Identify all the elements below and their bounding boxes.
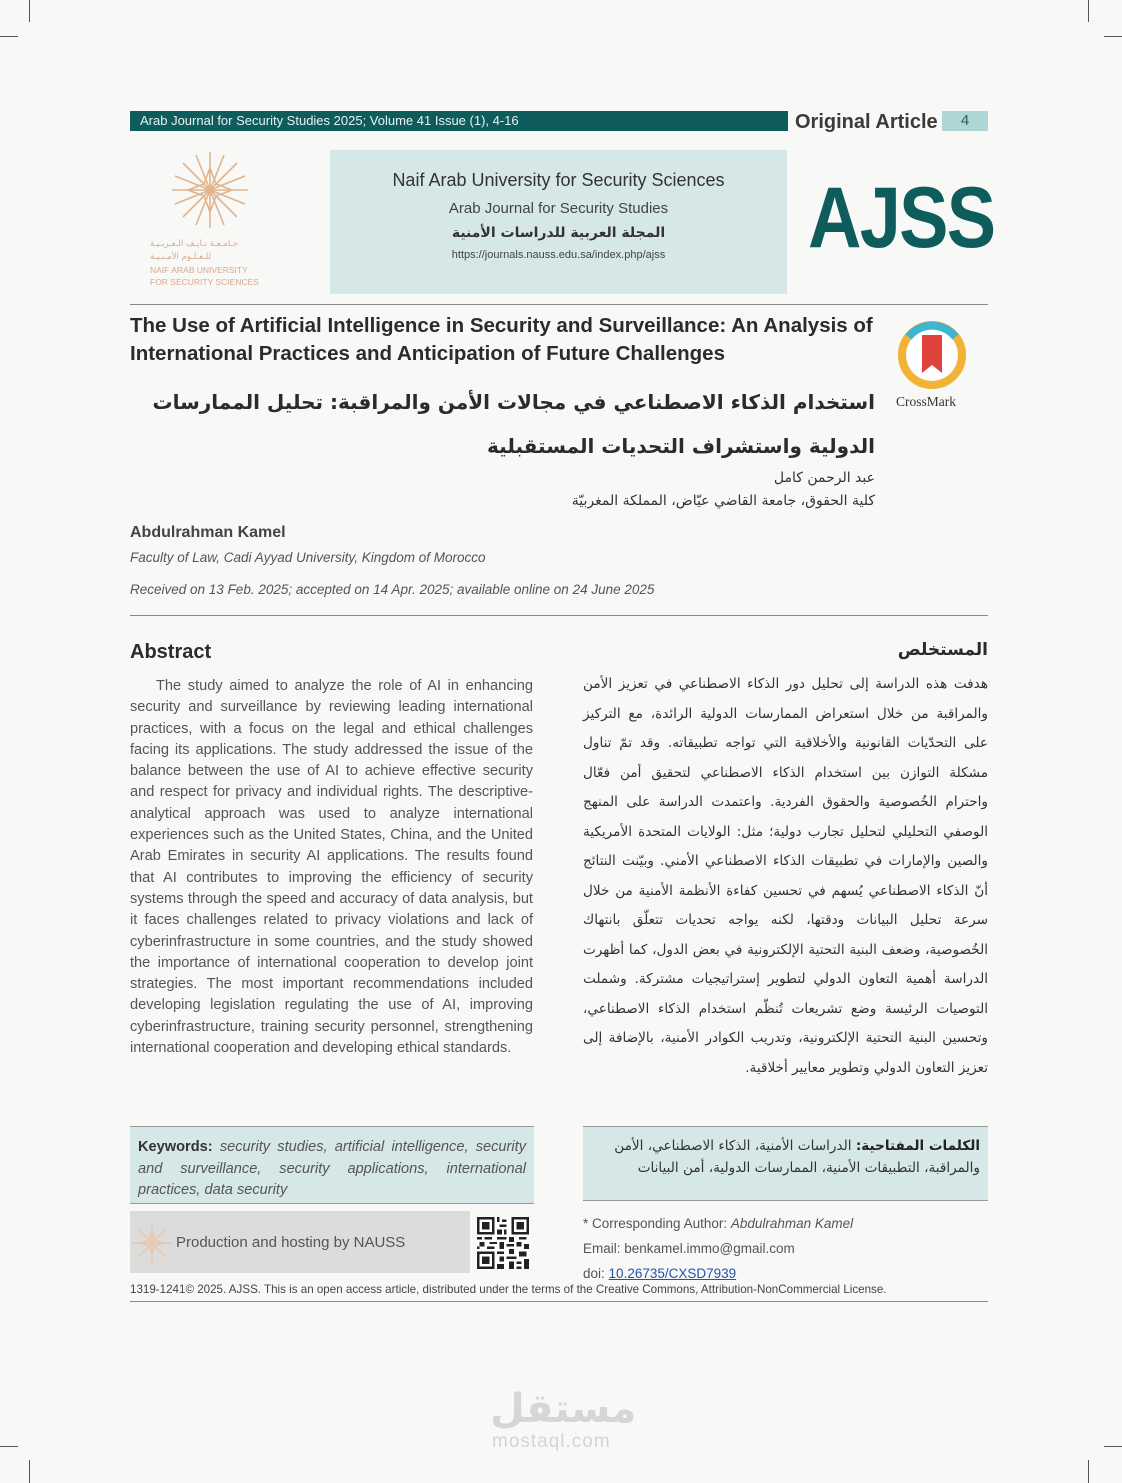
corresponding-author-label: * Corresponding Author: — [583, 1216, 728, 1231]
production-text: Production and hosting by NAUSS — [176, 1234, 406, 1251]
keywords-label-en: Keywords: — [138, 1139, 213, 1155]
crop-mark — [0, 36, 18, 37]
abstract-heading-ar: المستخلص — [897, 640, 988, 660]
keywords-box-en — [130, 1126, 534, 1204]
logo-en-line2: FOR SECURITY SCIENCES — [150, 277, 259, 287]
ajss-logo: AJSS — [808, 170, 995, 266]
nauss-star-icon — [170, 150, 250, 230]
divider — [130, 304, 988, 305]
author-email[interactable]: Email: benkamel.immo@gmail.com — [583, 1241, 795, 1256]
doi-label: doi: — [583, 1266, 605, 1281]
abstract-text-en: The study aimed to analyze the role of AI in enhancing security and surveillance by reviewing leading international practices, with a focus on the legal and ethical challenges facing its applications. The study addressed the issue of the balance between the use of AI to achieve effective security and respect for privacy and individual rights. The descriptive-analytical approach was used to analyze international experiences such as the United States, China, and the United Arab Emirates in security AI applications. The results found that AI contributes to improving the efficiency of security systems through the speed and accuracy of data analysis, but it faces challenges related to privacy violations and lack of cyberinfrastructure in some countries, and the study showed the importance of international cooperation to develop joint strategies. The most important recommendations included developing legislation regulating the use of AI, improving cyberinfrastructure, training security personnel, strengthening international cooperation and developing ethical standards. — [130, 678, 533, 1057]
crop-mark — [1104, 36, 1122, 37]
production-box — [130, 1211, 470, 1273]
crossmark-label: CrossMark — [896, 394, 956, 409]
watermark-ar: مستقل — [490, 1386, 637, 1432]
author-name-en: Abdulrahman Kamel — [130, 524, 286, 541]
article-title-en: The Use of Artificial Intelligence in Security and Surveillance: An Analysis of International Practices and Anticipation of Future Challenges — [130, 314, 873, 365]
correspondence-block — [583, 1211, 853, 1286]
license-line: 1319-1241© 2025. AJSS. This is an open access article, distributed under the terms of the Creative Commons, Attribution-NonCommercial License. — [130, 1283, 988, 1302]
crossmark-badge[interactable] — [898, 321, 966, 411]
journal-url[interactable]: https://journals.nauss.edu.sa/index.php/ajss — [451, 249, 666, 261]
crop-mark — [1088, 1460, 1089, 1483]
crop-mark — [0, 1446, 18, 1447]
abstract-body-ar: هدفت هذه الدراسة إلى تحليل دور الذكاء الاصطناعي في تعزيز الأمن والمراقبة من خلال استعراض الممارسات الدولية الرائدة، مع التركيز على التحدّيات القانونية والأخلاقية التي تواجه تطبيقاته. وقد تمّ تناول مشكلة التوازن بين استخدام الذكاء الاصطناعي لتحقيق أمن فعّال واحترام الخُصوصية والحقوق الفردية. واعتمدت الدراسة على المنهج الوصفي التحليلي لتحليل تجارب دولية؛ مثل: الولايات المتحدة الأمريكية والصين والإمارات في تطبيقات الذكاء الاصطناعي الأمني. وبيّنت النتائج أنّ الذكاء الاصطناعي يُسهم في تحسين كفاءة الأنظمة الأمنية من خلال سرعة تحليل البيانات ودقتها، لكنه يواجه تحديات تتعلّق بانتهاك الخُصوصية، وضعف البنية التحتية الإلكترونية في بعض الدول، كما أظهرت الدراسة أهمية التعاون الدولي لتطوير إستراتيجيات مشتركة. وشملت التوصيات الرئيسة وضع تشريعات تُنظّم استخدام الذكاء الاصطناعي، وتحسين البنية التحتية الإلكترونية، وتدريب الكوادر الأمنية، بالإضافة إلى تعزيز التعاون الدولي وتطوير معايير أخلاقية. — [583, 676, 988, 1076]
crossmark-icon — [898, 321, 966, 391]
university-name: Naif Arab University for Security Sciences — [392, 170, 725, 190]
author-block-ar — [400, 467, 875, 513]
nauss-star-icon — [130, 1221, 174, 1265]
doi-link[interactable]: 10.26735/CXSD7939 — [608, 1266, 737, 1281]
journal-name-en: Arab Journal for Security Studies — [448, 200, 669, 217]
logo-en-line1: NAIF ARAB UNIVERSITY — [150, 265, 248, 275]
crop-mark — [1104, 1446, 1122, 1447]
article-title-ar: استخدام الذكاء الاصطناعي في مجالات الأمن والمراقبة: تحليل الممارسات الدولية واستشراف التحديات المستقبلية — [152, 390, 875, 458]
crop-mark — [29, 1460, 30, 1483]
qr-code-icon[interactable] — [477, 1217, 529, 1269]
abstract-body-en — [130, 676, 533, 1059]
affiliation-ar: كلية الحقوق، جامعة القاضي عيّاض، المملكة المغربيّة — [571, 493, 875, 509]
keywords-box-ar — [583, 1126, 988, 1201]
corresponding-author-name: Abdulrahman Kamel — [730, 1216, 854, 1231]
keywords-text-en: security studies, artificial intelligence, security and surveillance, security applications, international practices, data security — [138, 1139, 526, 1198]
crop-mark — [1088, 0, 1089, 22]
logo-ar-line1: جـامـعـة نـايـف الـعـربـيـة — [150, 239, 239, 249]
journal-header-bar: Arab Journal for Security Studies 2025; Volume 41 Issue (1), 4-16 — [130, 111, 788, 131]
divider — [130, 615, 988, 616]
article-type: Original Article — [795, 111, 938, 133]
keywords-text-ar: الدراسات الأمنية، الذكاء الاصطناعي، الأمن والمراقبة، التطبيقات الأمنية، الممارسات الدولية، أمن البيانات — [614, 1138, 980, 1176]
keywords-label-ar: الكلمات المفتاحية: — [855, 1138, 980, 1154]
corresponding-author-line — [583, 1211, 853, 1236]
received-dates: Received on 13 Feb. 2025; accepted on 14 Apr. 2025; available online on 24 June 2025 — [130, 582, 655, 597]
watermark-en: mostaql.com — [492, 1431, 611, 1452]
page-number: 4 — [942, 111, 988, 131]
nauss-logo — [150, 150, 275, 300]
logo-ar-line2: للـعـلـوم الأمـنـيـة — [150, 252, 212, 262]
journal-info-box — [330, 150, 787, 294]
affiliation-en: Faculty of Law, Cadi Ayyad University, Kingdom of Morocco — [130, 550, 486, 565]
author-name-ar: عبد الرحمن كامل — [773, 470, 875, 486]
journal-name-ar: المجلة العربية للدراسات الأمنية — [451, 225, 666, 241]
abstract-heading-en: Abstract — [130, 641, 212, 663]
crop-mark — [29, 0, 30, 22]
